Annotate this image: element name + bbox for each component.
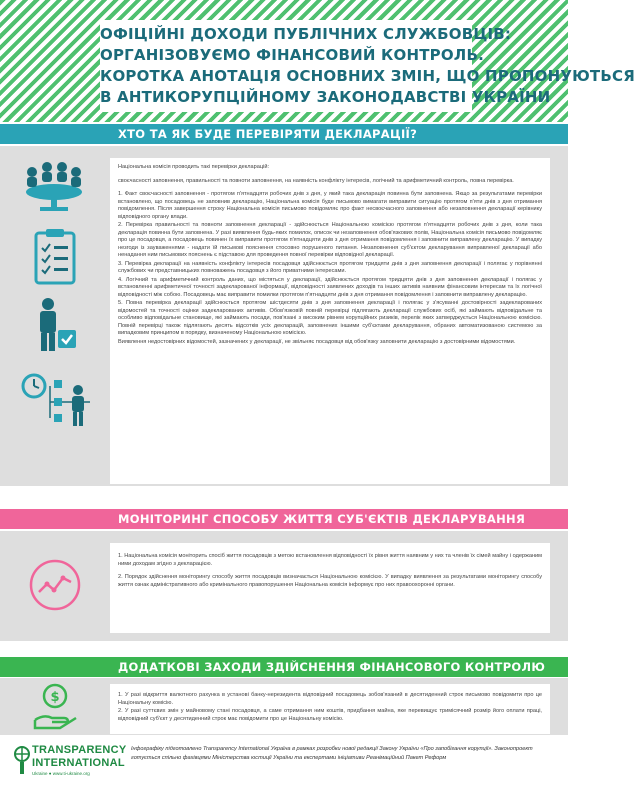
clock-hierarchy-icon (20, 372, 94, 432)
page-title-line-2: ОРГАНІЗОВУЄМО ФІНАНСОВИЙ КОНТРОЛЬ. (100, 46, 484, 64)
paragraph: Національна комісія проводить такі перевірки декларацій: (118, 164, 270, 170)
paragraph: 3. Перевірка декларації на наявність конфлікту інтересів посадовця здійснюється протягом тридцяти днів з дня заповнення декларації і полягає у порівнянні службових чи представницьких повноважень посадовця з його приватними інтересами. (118, 260, 542, 274)
section-bar-financial-control (0, 657, 568, 677)
meeting-table-icon (18, 158, 90, 214)
svg-text:$: $ (50, 690, 60, 705)
page-title-line-1: ОФІЦІЙНІ ДОХОДИ ПУБЛІЧНИХ СЛУЖБОВЦІВ: (100, 25, 512, 43)
header-banner (0, 0, 635, 122)
transparency-international-logo[interactable] (14, 742, 127, 796)
paragraph: 1. У разі відкриття валютного рахунка в установі банку-нерезидента відповідний посадовець зобов'язаний в десятиденний строк письмово повідомити про це Національну комісію. (118, 692, 542, 706)
money-hand-icon (30, 680, 80, 732)
header-title-box (100, 20, 635, 112)
section-content-financial-control (110, 684, 550, 734)
logo-subtitle: Ukraine ● www.ti-ukraine.org (32, 771, 90, 776)
paragraph: 2. Перевірка правильності та повноти заповнення декларації - здійснюється Національною комісією протягом п'ятнадцяти робочих днів з дня, коли така декларація повинна бути заповнена. У разі виявлення будь-яких помилок, описок чи незаповнення обов'язкових полів, Національна комісія письмово повідомляє про це посадовця, а посадовець повинен їх виправити протягом п'ятнадцяти днів з дня отримання повідомлення і заповнити виправлену декларацію. У випадку незгоди із зауваженнями - надати їй письмові пояснення стосовно порушеного питання. Незаповнення суб'єктом декларування виправленої декларації або ненадання ним письмових пояснень є підставою для проведення повної перевірки відповідної декларації. (118, 222, 542, 258)
paragraph: Виявлення недостовірних відомостей, зазначених у декларації, не звільняє посадовця від обов'язку заповнити декларацію з достовірними відомостями. (118, 338, 516, 345)
paragraph: 5. Повна перевірка декларації здійснюється протягом шістдесяти днів з дня заповнення декларації і полягає у з'ясуванні достовірності задекларованих відомостей та точності оцінки задекларованих активів. Обов'язковій повній перевірці підлягають декларації службових осіб, які займають відповідальне та особливо відповідальне становище, які займають посади, пов'язані з високим рівнем корупційних ризиків, перелік яких затверджується Національною комісією. Повній перевірці також підлягають десять відсотків усіх декларацій, заповнених іншими суб'єктами декларування, обраних автоматизованою системою за випадковим принципом в порядку, визначеному Національною комісією. (118, 300, 542, 336)
paragraph: 1. Факт своєчасності заповнення - протягом п'ятнадцяти робочих днів з дня, у який така декларація повинна бути заповнена. Якщо за результатами перевірки встановлено, що посадовець не заповнив декларацію, Національна комісія буде письмово вимагати виправити ситуацію протягом п'яти днів з дня отримання повідомлення. Після завершення строку Національна комісія письмово повідомляє про факт несвоєчасного заповнення або незаповнення декларації керівнику відповідного органу влади. (118, 191, 542, 220)
ti-emblem-icon (14, 746, 30, 776)
section-title-lifestyle: МОНІТОРИНГ СПОСОБУ ЖИТТЯ СУБ'ЄКТІВ ДЕКЛАРУВАННЯ (118, 512, 526, 526)
logo-text-top: TRANSPARENCY (32, 744, 127, 756)
section-content-lifestyle (110, 543, 550, 633)
paragraph: 1. Національна комісія моніторить спосіб життя посадовців з метою встановлення відповідності їх рівня життя наявним у них та членів їх сімей майну і одержаним ними доходам згідно з декларацією. (118, 553, 542, 567)
page-title-line-3: КОРОТКА АНОТАЦІЯ ОСНОВНИХ ЗМІН, ЩО ПРОПОНУЮТЬСЯ (100, 67, 635, 85)
section-title-financial-control: ДОДАТКОВІ ЗАХОДИ ЗДІЙСНЕННЯ ФІНАНСОВОГО КОНТРОЛЮ (118, 660, 546, 674)
logo-text-bottom: INTERNATIONAL (32, 757, 125, 769)
lifestyle-graph-icon (28, 558, 82, 612)
paragraph: своєчасності заповнення, правильності та повноти заповнення, на наявність конфлікту інтересів, логічний та арифметичний контроль, повна перевірка. (118, 177, 514, 184)
section-bar-lifestyle (0, 509, 568, 529)
section-bar-declarations (0, 124, 568, 144)
footer-note: Інфографіку підготовлено Transparency International Україна в рамках розробки нової редакції Закону України «Про запобігання корупції». Законопроект готується спільно фахівцями Міністерства юстиції України та експертами ініціативи Реанімаційний Пакет Реформ (131, 746, 533, 761)
paragraph: 4. Логічний та арифметичний контроль даних, що містяться у декларації, здійснюється протягом тридцяти днів з дня заповнення декларації і полягає у встановленні арифметичної точності задекларованої інформації, відповідності заявлених доходів та інших активів наявним фінансовим інтересам та їх логічної відповідності між собою. Посадовець має виправити помилки протягом п'ятнадцяти днів з дня отримання повідомлення і заповнити виправлену декларацію. (118, 276, 542, 298)
paragraph: 2. Порядок здійснення моніторингу способу життя посадовців визначається Національною комісією. У випадку виявлення за результатами моніторингу способу життя ознак адміністративного або кримінального правопорушення Національна комісія інформує про них правоохоронні органи. (118, 574, 542, 588)
section-title-declarations: ХТО ТА ЯК БУДЕ ПЕРЕВІРЯТИ ДЕКЛАРАЦІЇ? (118, 127, 418, 141)
person-check-icon (34, 296, 78, 354)
checklist-clipboard-icon (34, 228, 78, 286)
page-title-line-4: В АНТИКОРУПЦІЙНОМУ ЗАКОНОДАВСТВІ УКРАЇНИ (100, 88, 551, 106)
section-content-declarations (110, 158, 550, 484)
paragraph: 2. У разі суттєвих змін у майновому стані посадовця, а саме отримання ним коштів, придбання майна, яке перевищує тримісячний розмір його оплати праці, відповідний суб'єкт у десятиденний строк має повідомити про це Національну комісію. (118, 708, 542, 722)
